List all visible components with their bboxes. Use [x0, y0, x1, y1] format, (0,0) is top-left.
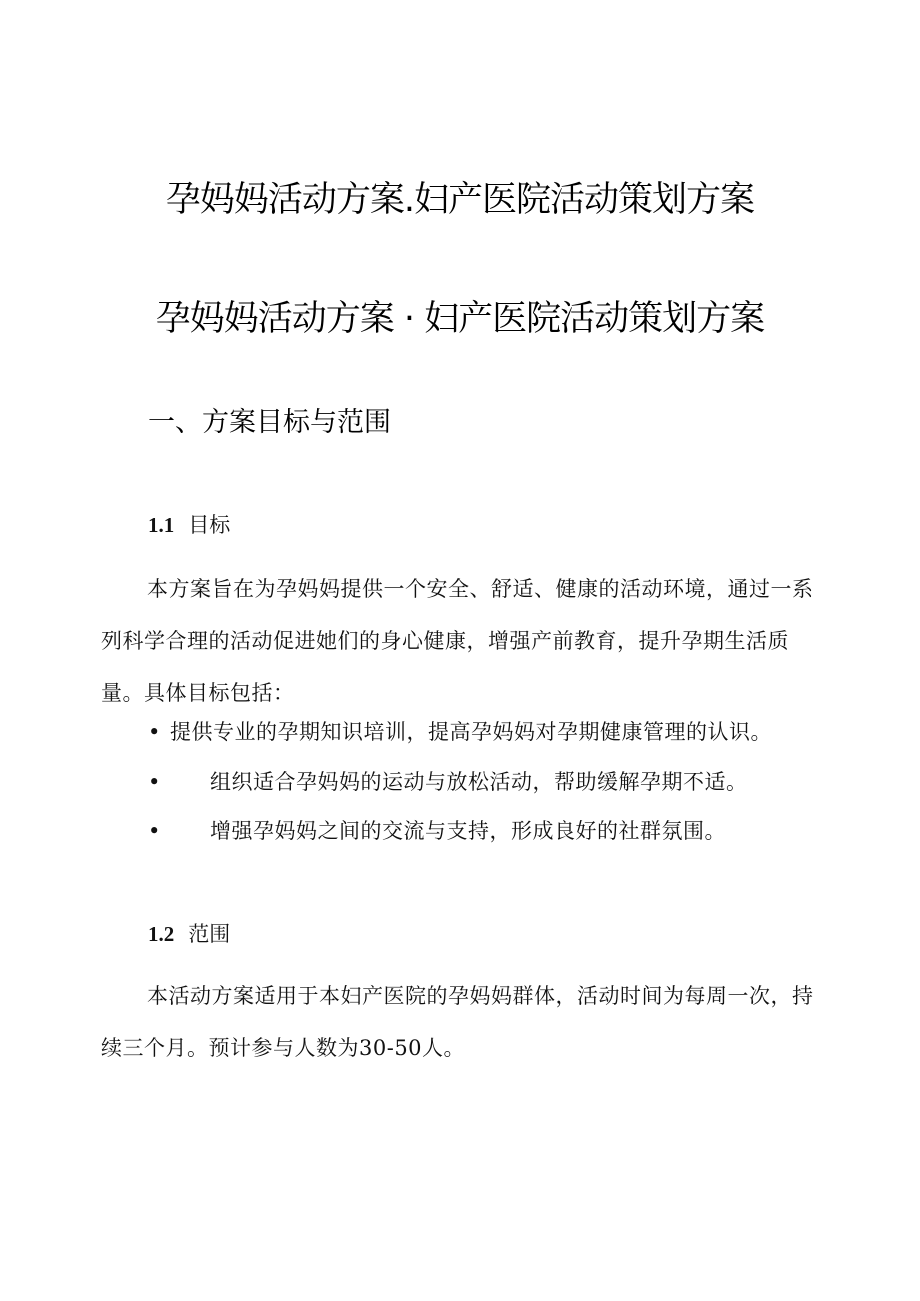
- goal-bullet-item: [148, 716, 772, 746]
- bullet-marker: •: [148, 720, 161, 744]
- subsection-number: 1.1: [148, 513, 175, 537]
- subsection-number: 1.2: [148, 922, 175, 946]
- scope-paragraph: 本活动方案适用于本妇产医院的孕妈妈群体，活动时间为每周一次，持续三个月。预计参与人数为30-50人。: [101, 984, 814, 1060]
- goal-bullet-item: [148, 766, 748, 796]
- subsection-heading-scope: [148, 918, 230, 948]
- bullet-text: 组织适合孕妈妈的运动与放松活动，帮助缓解孕期不适。: [210, 770, 748, 794]
- document-title: 孕妈妈活动方案.妇产医院活动策划方案: [165, 180, 755, 220]
- goals-paragraph: 本方案旨在为孕妈妈提供一个安全、舒适、健康的活动环境，通过一系列科学合理的活动促进她们的身心健康，增强产前教育，提升孕期生活质量。具体目标包括：: [101, 577, 814, 705]
- bullet-text: 增强孕妈妈之间的交流与支持，形成良好的社群氛围。: [210, 819, 726, 843]
- bullet-marker: •: [148, 819, 161, 843]
- section-heading: 一、方案目标与范围: [148, 407, 391, 438]
- document-subtitle: 孕妈妈活动方案 · 妇产医院活动策划方案: [155, 299, 765, 339]
- subsection-label: 范围: [188, 922, 231, 946]
- subsection-heading-goals: [148, 509, 230, 539]
- goal-bullet-item: [148, 815, 726, 845]
- bullet-text: 提供专业的孕期知识培训，提高孕妈妈对孕期健康管理的认识。: [170, 720, 772, 744]
- bullet-marker: •: [148, 770, 161, 794]
- subsection-label: 目标: [188, 513, 231, 537]
